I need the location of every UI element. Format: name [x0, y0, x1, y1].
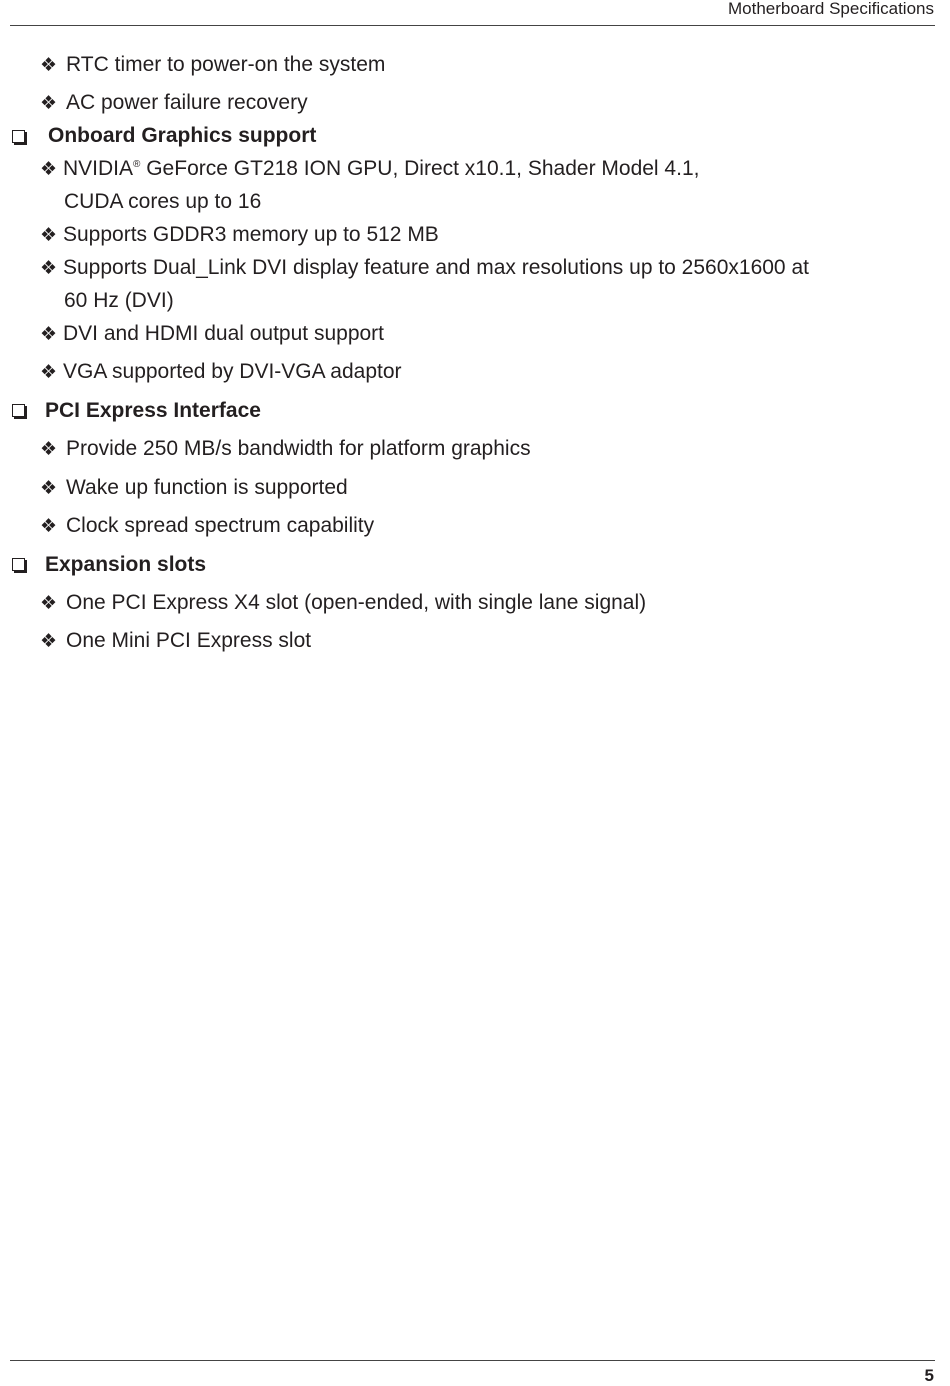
- spec-item-vga: VGA supported by DVI-VGA adaptor: [63, 360, 402, 383]
- spec-item-clock-spread: Clock spread spectrum capability: [66, 514, 375, 537]
- spec-item-ac-recovery: AC power failure recovery: [66, 91, 308, 114]
- diamond-bullet-icon: ❖: [40, 55, 58, 76]
- spec-item-nvidia-gpu: [63, 157, 699, 181]
- spec-item-rtc-timer: RTC timer to power-on the system: [66, 53, 386, 76]
- checkbox-bullet-icon: [12, 558, 25, 571]
- diamond-bullet-icon: ❖: [40, 225, 58, 246]
- spec-item-gddr3: Supports GDDR3 memory up to 512 MB: [63, 223, 439, 246]
- spec-item-wake-up: Wake up function is supported: [66, 476, 348, 499]
- footer-rule: [10, 1360, 935, 1361]
- spec-item-dual-output: DVI and HDMI dual output support: [63, 322, 385, 345]
- diamond-bullet-icon: ❖: [40, 159, 58, 180]
- diamond-bullet-icon: ❖: [40, 478, 58, 499]
- section-heading-expansion: Expansion slots: [45, 553, 207, 576]
- nvidia-gpu-text: GeForce GT218 ION GPU, Direct x10.1, Shader Model 4.1,: [140, 157, 700, 180]
- diamond-bullet-icon: ❖: [40, 631, 58, 652]
- diamond-bullet-icon: ❖: [40, 516, 58, 537]
- diamond-bullet-icon: ❖: [40, 362, 58, 383]
- header-rule: [10, 25, 935, 26]
- page-number: 5: [924, 1366, 934, 1385]
- checkbox-bullet-icon: [12, 130, 25, 143]
- diamond-bullet-icon: ❖: [40, 258, 58, 279]
- diamond-bullet-icon: ❖: [40, 93, 58, 114]
- nvidia-brand: NVIDIA: [63, 157, 134, 180]
- spec-item-mini-pcie-slot: One Mini PCI Express slot: [66, 629, 312, 652]
- section-heading-pcie: PCI Express Interface: [45, 399, 261, 422]
- diamond-bullet-icon: ❖: [40, 439, 58, 460]
- spec-item-dual-link-dvi: Supports Dual_Link DVI display feature and max resolutions up to 2560x1600 at: [63, 256, 809, 279]
- section-heading-graphics: Onboard Graphics support: [48, 124, 317, 147]
- spec-item-pcie-x4-slot: One PCI Express X4 slot (open-ended, with single lane signal): [66, 591, 647, 614]
- diamond-bullet-icon: ❖: [40, 593, 58, 614]
- diamond-bullet-icon: ❖: [40, 324, 58, 345]
- spec-item-cuda-cores: CUDA cores up to 16: [64, 190, 262, 213]
- running-header: Motherboard Specifications: [727, 0, 934, 18]
- registered-mark: ®: [133, 159, 141, 170]
- checkbox-bullet-icon: [12, 404, 25, 417]
- spec-item-dvi-refresh: 60 Hz (DVI): [64, 289, 174, 312]
- spec-item-bandwidth: Provide 250 MB/s bandwidth for platform graphics: [66, 437, 531, 460]
